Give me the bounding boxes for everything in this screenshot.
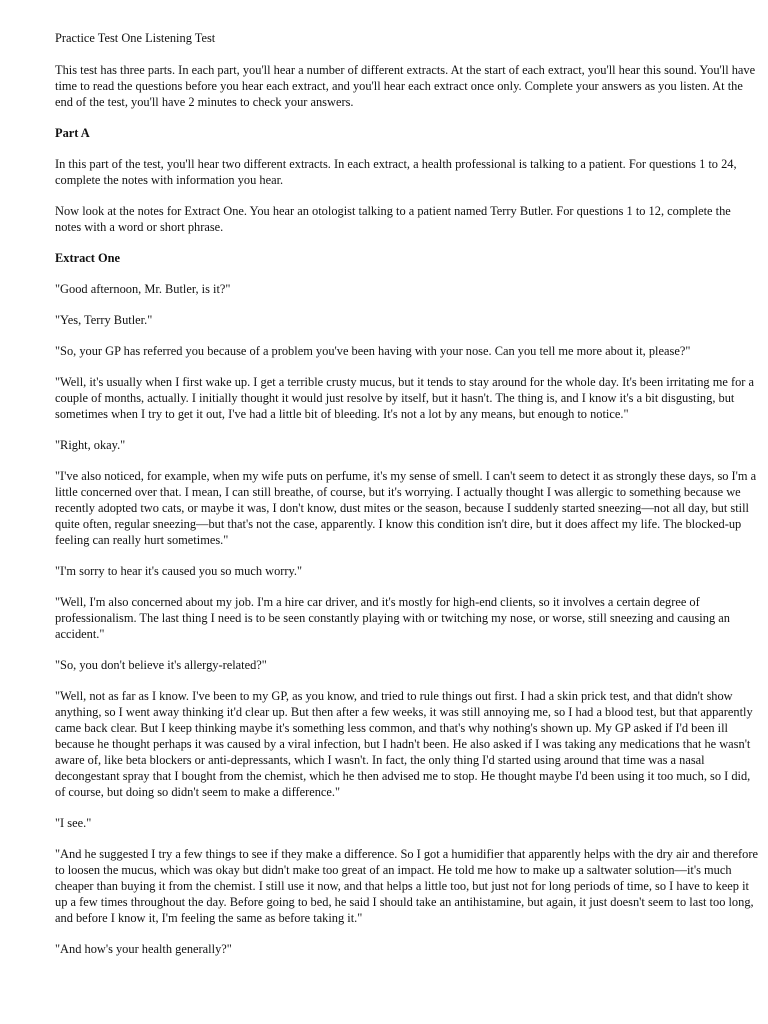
dialogue-line: "I've also noticed, for example, when my wife puts on perfume, it's my sense of smell. I can't seem to detect it as strongly these days, so I'm a little concerned over that. I mean, I can still breathe, of course, but it's worrying. I actually thought I was allergic to something because we recently adopted two cats, or maybe it was, I don't know, dust mites or the season, because I suddenly started sneezing—not all day, but still quite often, regular sneezing—but that's not the case, apparently. I know this condition isn't dire, but it does affect my life. The blocked-up feeling can really hurt sometimes." [55, 469, 757, 547]
test-intro-paragraph: This test has three parts. In each part, you'll hear a number of different extracts. At the start of each extract, you'll hear this sound. You'll have time to read the questions before you hear each extract, and you'll hear each extract once only. Complete your answers as you listen. At the end of the test, you'll have 2 minutes to check your answers. [55, 63, 756, 109]
dialogue-line: "Well, not as far as I know. I've been to my GP, as you know, and tried to rule things out first. I had a skin prick test, and that didn't show anything, so I went away thinking it'd clear up. But then after a few weeks, it was still annoying me, so I had a blood test, but that apparently came back clear. But I keep thinking maybe it's something less common, and that's why nothing's shown up. My GP asked if I'd been ill because he thought perhaps it was caused by a viral infection, but I hadn't been. He also asked if I was taking any medications that he wasn't aware of, like beta blockers or anti-depressants, which I wasn't. In fact, the only thing I'd started using around that time was a nasal decongestant spray that I bought from the chemist, which he then advised me to stop. He thought maybe I'd been using it too much, so I did, of course, but doing so didn't seem to make a difference." [55, 689, 753, 799]
dialogue-line: "Well, it's usually when I first wake up. I get a terrible crusty mucus, but it tends to stay around for the whole day. It's been irritating me for a couple of months, actually. I initially thought it would just resolve by itself, but it hasn't. The thing is, and I know it's a bit disgusting, but sometimes when I try to get it out, I've had a little bit of bleeding. It's not a lot by any means, but enough to notice." [55, 375, 755, 421]
dialogue-line: "I see." [55, 816, 92, 830]
dialogue-line: "Right, okay." [55, 438, 126, 452]
dialogue-line: "So, you don't believe it's allergy-related?" [55, 658, 267, 672]
dialogue-line: "And how's your health generally?" [55, 942, 232, 956]
part-a-heading: Part A [55, 126, 90, 140]
document-title: Practice Test One Listening Test [55, 31, 216, 45]
dialogue-line: "And he suggested I try a few things to see if they make a difference. So I got a humidifier that apparently helps with the dry air and therefore to loosen the mucus, which was okay but didn't make too great of an impact. He told me how to make up a saltwater solution—it's much cheaper than buying it from the chemist. I still use it now, and that helps a little too, but just not for long periods of time, so I have to keep it up a few times throughout the day. Before going to bed, he said I should take an antihistamine, but again, it just doesn't seem to last too long, and before I know it, I'm feeling the same as before taking it." [55, 847, 758, 925]
extract-one-instructions: Now look at the notes for Extract One. You hear an otologist talking to a patient named Terry Butler. For questions 1 to 12, complete the notes with a word or short phrase. [55, 204, 731, 234]
dialogue-line: "Yes, Terry Butler." [55, 313, 153, 327]
dialogue-line: "Well, I'm also concerned about my job. I'm a hire car driver, and it's mostly for high-end clients, so it involves a certain degree of professionalism. The last thing I need is to be seen constantly playing with or twitching my nose, or worse, still sneezing and causing an accident." [55, 595, 730, 641]
dialogue-line: "I'm sorry to hear it's caused you so much worry." [55, 564, 303, 578]
dialogue-line: "So, your GP has referred you because of a problem you've been having with your nose. Can you tell me more about it, please?" [55, 344, 691, 358]
dialogue-line: "Good afternoon, Mr. Butler, is it?" [55, 282, 231, 296]
document-page [55, 30, 760, 972]
part-a-instructions: In this part of the test, you'll hear two different extracts. In each extract, a health professional is talking to a patient. For questions 1 to 24, complete the notes with information you hear. [55, 157, 737, 187]
extract-one-heading: Extract One [55, 251, 121, 265]
